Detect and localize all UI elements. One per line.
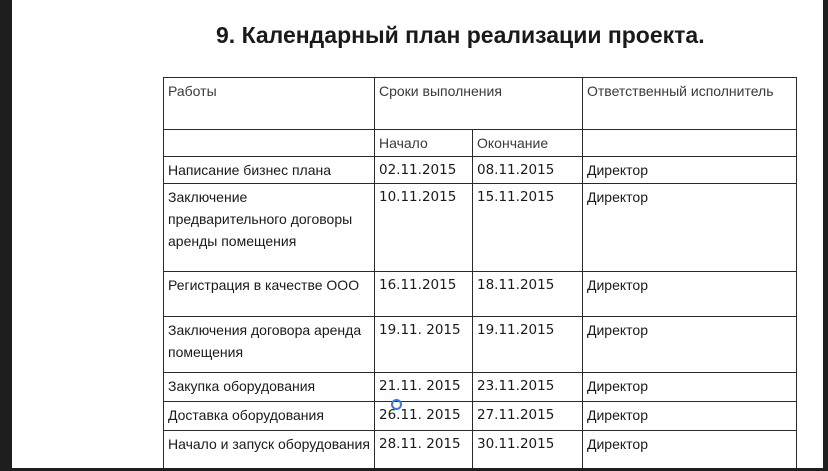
header-end: Окончание	[473, 130, 583, 157]
cell-responsible: Директор	[583, 184, 797, 272]
table-row	[164, 272, 797, 317]
cell-work: Начало и запуск оборудования	[164, 431, 375, 471]
cell-responsible: Директор	[583, 317, 797, 373]
table-row	[164, 157, 797, 184]
cell-start: 10.11.2015	[375, 184, 473, 272]
header-start: Начало	[375, 130, 473, 157]
table-row	[164, 402, 797, 431]
cell-start: 16.11.2015	[375, 272, 473, 317]
cell-start: 21.11. 2015	[375, 373, 473, 402]
cell-responsible: Директор	[583, 157, 797, 184]
cell-start: 19.11. 2015	[375, 317, 473, 373]
header-works: Работы	[164, 78, 375, 130]
cell-end: 27.11.2015	[473, 402, 583, 431]
cell-responsible: Директор	[583, 272, 797, 317]
cell-end: 19.11.2015	[473, 317, 583, 373]
cell-end: 23.11.2015	[473, 373, 583, 402]
screen-edge-right	[823, 0, 828, 471]
table-row	[164, 431, 797, 471]
header-row-sub	[164, 130, 797, 157]
header-terms: Сроки выполнения	[375, 78, 583, 130]
cell-work: Заключение предварительного договоры аренды помещения	[164, 184, 375, 272]
header-empty-cell	[164, 130, 375, 157]
section-heading: 9. Календарный план реализации проекта.	[216, 22, 705, 48]
table-row	[164, 317, 797, 373]
cell-work: Доставка оборудования	[164, 402, 375, 431]
cell-work: Закупка оборудования	[164, 373, 375, 402]
schedule-table-wrapper	[163, 77, 797, 471]
table-row	[164, 184, 797, 272]
schedule-table	[163, 77, 797, 471]
cell-start: 28.11. 2015	[375, 431, 473, 471]
cell-responsible: Директор	[583, 402, 797, 431]
cell-work: Написание бизнес плана	[164, 157, 375, 184]
cell-start: 26.11. 2015	[375, 402, 473, 431]
cell-responsible: Директор	[583, 431, 797, 471]
table-row	[164, 373, 797, 402]
cell-responsible: Директор	[583, 373, 797, 402]
pointer-cursor-icon	[391, 399, 402, 410]
cell-work: Регистрация в качестве ООО	[164, 272, 375, 317]
header-empty-cell	[583, 130, 797, 157]
cell-end: 18.11.2015	[473, 272, 583, 317]
cell-end: 08.11.2015	[473, 157, 583, 184]
screen-edge-left	[0, 0, 12, 471]
cell-start: 02.11.2015	[375, 157, 473, 184]
cell-work: Заключения договора аренда помещения	[164, 317, 375, 373]
cell-end: 30.11.2015	[473, 431, 583, 471]
header-row-top	[164, 78, 797, 130]
cell-end: 15.11.2015	[473, 184, 583, 272]
header-responsible: Ответственный исполнитель	[583, 78, 797, 130]
